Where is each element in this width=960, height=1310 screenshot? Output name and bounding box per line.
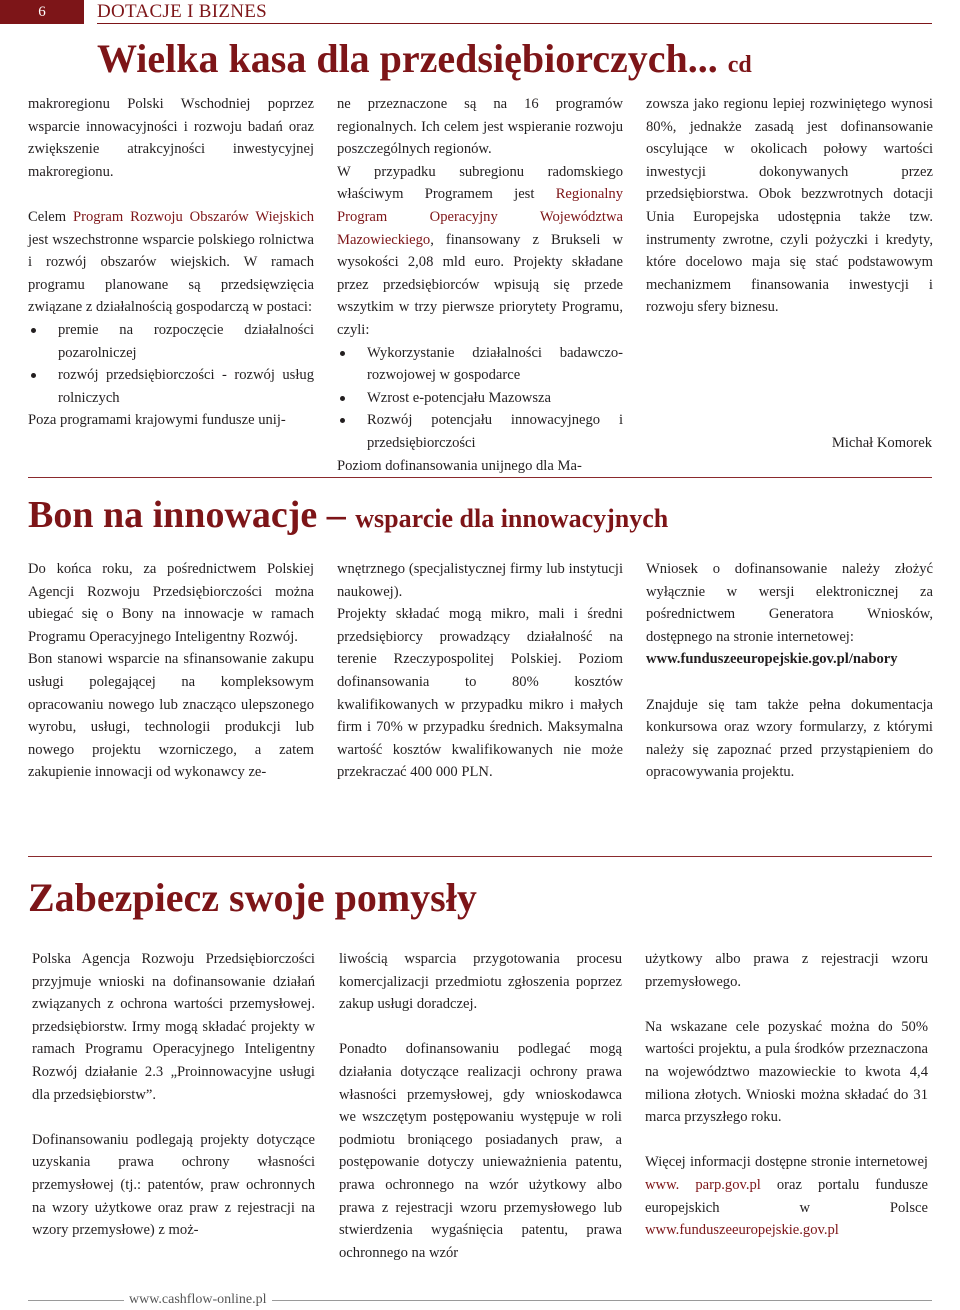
section-divider (28, 477, 932, 478)
header-divider (97, 23, 932, 24)
parp-link[interactable]: www. parp.gov.pl (645, 1176, 761, 1193)
article2-column-2 (337, 558, 623, 784)
paragraph: Znajduje się tam także pełna dokumentacja konkursowa oraz wzory formularzy, z którymi należy się zapoznać przed przystąpieniem do opracowywania projektu. (646, 696, 933, 781)
paragraph (28, 206, 314, 319)
article3-column-2 (339, 948, 622, 1264)
article2-column-3 (646, 558, 933, 784)
footer-url[interactable]: www.cashflow-online.pl (124, 1290, 272, 1310)
list-item: Rozwój potencjału innowacyjnego i przedsiębiorczości (337, 409, 623, 454)
text-run: jest wszechstronne wsparcie polskiego rolnictwa i rozwój obszarów wiejskich. W ramach programu planowane są przedsięwzięcia związane z działalnością gospodarczą w postaci: (28, 231, 314, 316)
paragraph: makroregionu Polski Wschodniej poprzez wsparcie innowacyjności i rozwoju badań oraz zwiększenie atrakcyjności inwestycyjnej makroregionu. (28, 96, 314, 180)
author-name: Michał Komorek (831, 435, 932, 451)
article2-column-1 (28, 558, 314, 784)
text-run: oraz portalu fundusze europejskich w Polsce (645, 1176, 928, 1216)
paragraph (645, 1151, 928, 1241)
list-item: premie na rozpoczęcie działalności pozarolniczej (28, 319, 314, 364)
paragraph: zowsza jako regionu lepiej rozwiniętego wynosi 80%, jednakże zasadą jest dofinansowanie oscylujące w okolicach połowy wartości inwestycji dokonywanych przez przedsiębiorstwa. Obok bezzwrotnych dotacji Unia Europejska udostępnia także tzw. instrumenty zwrotne, czyli pożyczki i kredyty, które docelowo maja się stać podstawowym mechanizmem finansowania inwestycji i rozwoju sfery biznesu. (646, 96, 933, 316)
article1-column-2 (337, 93, 623, 477)
bullet-list (28, 319, 314, 409)
text-run: , finansowany z Brukseli w wysokości 2,08 mld euro. Projekty składane przez przedsiębiorców wpisują się przede wszytkim w trzy pierwsze priorytety Programu, czyli: (337, 231, 623, 338)
text-run: W przypadku subregionu radomskiego właściwym Programem jest (337, 163, 623, 203)
paragraph: Ponadto dofinansowaniu podlegać mogą działania dotyczące realizacji ochrony prawa własności przemysłowej, gdy wnioskodawca we wszczętym postępowaniu występuje w roli podmiotu broniącego posiadanych praw, a postępowanie dotyczy unieważnienia patentu, prawa ochronnego na wzór użytkowy albo prawa z rejestracji wzoru przemysłowego lub stwierdzenia wygaśnięcia patentu, prawa ochronnego na wzór (339, 1041, 622, 1261)
paragraph: Na wskazane cele pozyskać można do 50% wartości projektu, a pula środków przeznaczona na województwo mazowieckie to kwota 4,4 miliona złotych. Wnioski można składać do 31 marca przyszłego roku. (645, 1018, 928, 1126)
text-run: Celem (28, 208, 73, 225)
section-label: DOTACJE I BIZNES (97, 1, 268, 22)
footer (28, 1290, 932, 1310)
paragraph: Poza programami krajowymi fundusze unij- (28, 412, 286, 429)
paragraph: ne przeznaczone są na 16 programów regionalnych. Ich celem jest wspieranie rozwoju poszczególnych regionów. (337, 96, 623, 158)
bullet-list (337, 342, 623, 455)
paragraph: Do końca roku, za pośrednictwem Polskiej Agencji Rozwoju Przedsiębiorczości można ubiegać się o Bony na innowacje w ramach Programu Operacyjnego Inteligentny Rozwój. (28, 561, 314, 645)
program-link[interactable]: Regionalny Program Operacyjny Województwa Mazowieckiego (337, 186, 623, 248)
article2-title-text: Bon na innowacje – (28, 494, 346, 536)
article1-title (97, 34, 752, 90)
program-link[interactable]: Program Rozwoju Obszarów Wiejskich (72, 208, 314, 225)
article1-column-1 (28, 93, 314, 432)
text-run: Więcej informacji dostępne stronie internetowej (645, 1154, 928, 1171)
article1-title-suffix: cd (727, 52, 752, 78)
article1-column-3 (646, 93, 933, 319)
paragraph: wnętrznego (specjalistycznej firmy lub instytucji naukowej). (337, 561, 623, 600)
page-number: 6 (0, 0, 84, 24)
article3-column-3 (645, 948, 928, 1242)
paragraph: Dofinansowaniu podlegają projekty dotyczące uzyskania prawa ochrony własności przemysłowej (tj.: patentów, praw ochronnych na wzory użytkowe oraz praw z rejestracji na wzory przemysłowe) z moż- (32, 1131, 315, 1239)
section-divider (28, 856, 932, 857)
list-item: Wykorzystanie działalności badawczo-rozwojowej w gospodarce (337, 342, 623, 387)
paragraph: Wniosek o dofinansowanie należy złożyć wyłącznie w wersji elektronicznej za pośrednictwem Generatora Wniosków, dostępnego na stronie internetowej: (646, 561, 933, 645)
list-item: Wzrost e-potencjału Mazowsza (337, 387, 623, 410)
paragraph: użytkowy albo prawa z rejestracji wzoru przemysłowego. (645, 951, 928, 990)
paragraph: Bon stanowi wsparcie na sfinansowanie zakupu usługi polegającej na kompleksowym opracowaniu nowego lub znacząco ulepszonego wyrobu, usługi, technologii produkcji lub nowego projektu wzorniczego, a zatem zakupienie innowacji od wykonawcy ze- (28, 651, 314, 781)
paragraph (337, 161, 623, 342)
paragraph: liwością wsparcia przygotowania procesu komercjalizacji przedmiotu zgłoszenia poprzez zakup usługi doradczej. (339, 951, 622, 1013)
paragraph: Poziom dofinansowania unijnego dla Ma- (337, 457, 582, 474)
paragraph: Polska Agencja Rozwoju Przedsiębiorczości przyjmuje wnioski na dofinansowanie działań związanych z ochrona wartości przemysłowej. przedsiębiorstw. Irmy mogą składać projekty w ramach Programu Operacyjnego Inteligentny Rozwój działanie 2.3 „Proinnowacyjne usługi dla przedsiębiorstw”. (32, 951, 315, 1103)
article3-column-1 (32, 948, 315, 1242)
article1-title-text: Wielka kasa dla przedsiębiorczych... (97, 36, 718, 81)
nabory-link[interactable]: www.funduszeeuropejskie.gov.pl/nabory (646, 651, 898, 668)
paragraph: Projekty składać mogą mikro, mali i średni przedsiębiorcy prowadzący działalność na terenie Rzeczypospolitej Polskiej. Poziom dofinansowania to 80% kosztów kwalifikowanych w przypadku mikro i małych firm i 70% w przypadku średnich. Maksymalna wartość kosztów kwalifikowanych nie może przekraczać 400 000 PLN. (337, 606, 623, 781)
list-item: rozwój przedsiębiorczości - rozwój usług rolniczych (28, 364, 314, 409)
fundusze-link[interactable]: www.funduszeeuropejskie.gov.pl (645, 1222, 839, 1239)
article3-title: Zabezpiecz swoje pomysły (28, 875, 477, 920)
article2-title (28, 490, 668, 544)
article2-subtitle: wsparcie dla innowacyjnych (355, 504, 669, 533)
